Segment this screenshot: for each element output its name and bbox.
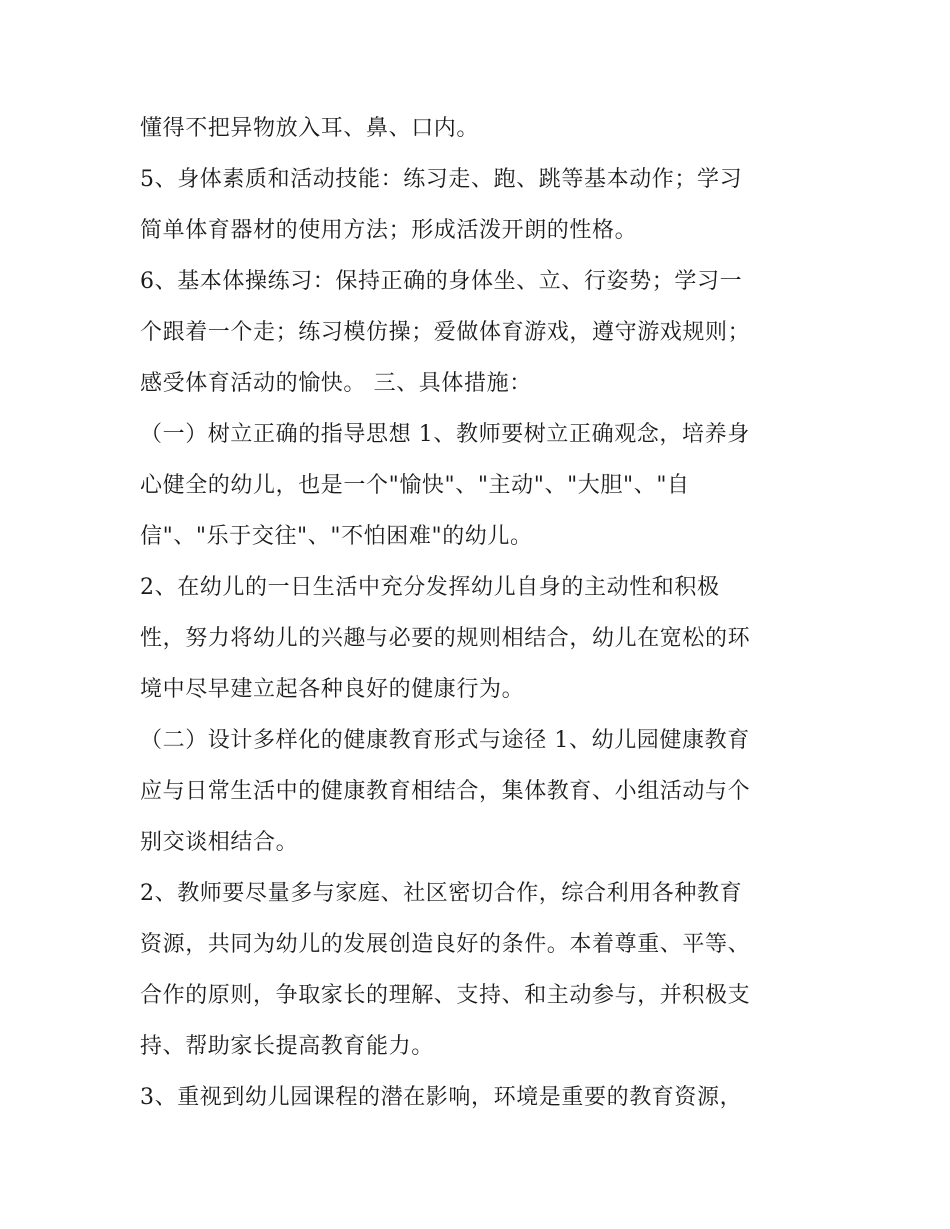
text-line: 心健全的幼儿，也是一个"愉快"、"主动"、"大胆"、"自 [140,473,690,498]
text-line: 个跟着一个走；练习模仿操；爱做体育游戏，遵守游戏规则； [140,320,751,345]
text-line: 别交谈相结合。 [140,830,299,855]
text-line: 6、基本体操练习：保持正确的身体坐、立、行姿势；学习一 [140,269,743,294]
text-line: 简单体育器材的使用方法；形成活泼开朗的性格。 [140,218,638,243]
text-line: （二）设计多样化的健康教育形式与途径 1、幼儿园健康教育 [140,728,750,753]
text-line: 感受体育活动的愉快。 三、具体措施： [140,371,532,396]
text-line: 性，努力将幼儿的兴趣与必要的规则相结合，幼儿在宽松的环 [140,626,751,651]
text-line: 持、帮助家长提高教育能力。 [140,1034,434,1059]
text-line: （一）树立正确的指导思想 1、教师要树立正确观念，培养身 [140,422,750,447]
text-line: 应与日常生活中的健康教育相结合，集体教育、小组活动与个 [140,779,751,804]
text-line: 合作的原则，争取家长的理解、支持、和主动参与，并积极支 [140,983,751,1008]
text-line: 5、身体素质和活动技能：练习走、跑、跳等基本动作；学习 [140,167,743,192]
text-line: 懂得不把异物放入耳、鼻、口内。 [140,116,480,141]
text-line: 2、在幼儿的一日生活中充分发挥幼儿自身的主动性和积极 [140,575,720,600]
text-line: 3、重视到幼儿园课程的潜在影响，环境是重要的教育资源， [140,1085,743,1110]
text-line: 境中尽早建立起各种良好的健康行为。 [140,677,525,702]
text-line: 信"、"乐于交往"、"不怕困难"的幼儿。 [140,524,533,549]
text-line: 2、教师要尽量多与家庭、社区密切合作，综合利用各种教育 [140,881,743,906]
text-line: 资源，共同为幼儿的发展创造良好的条件。本着尊重、平等、 [140,932,751,957]
